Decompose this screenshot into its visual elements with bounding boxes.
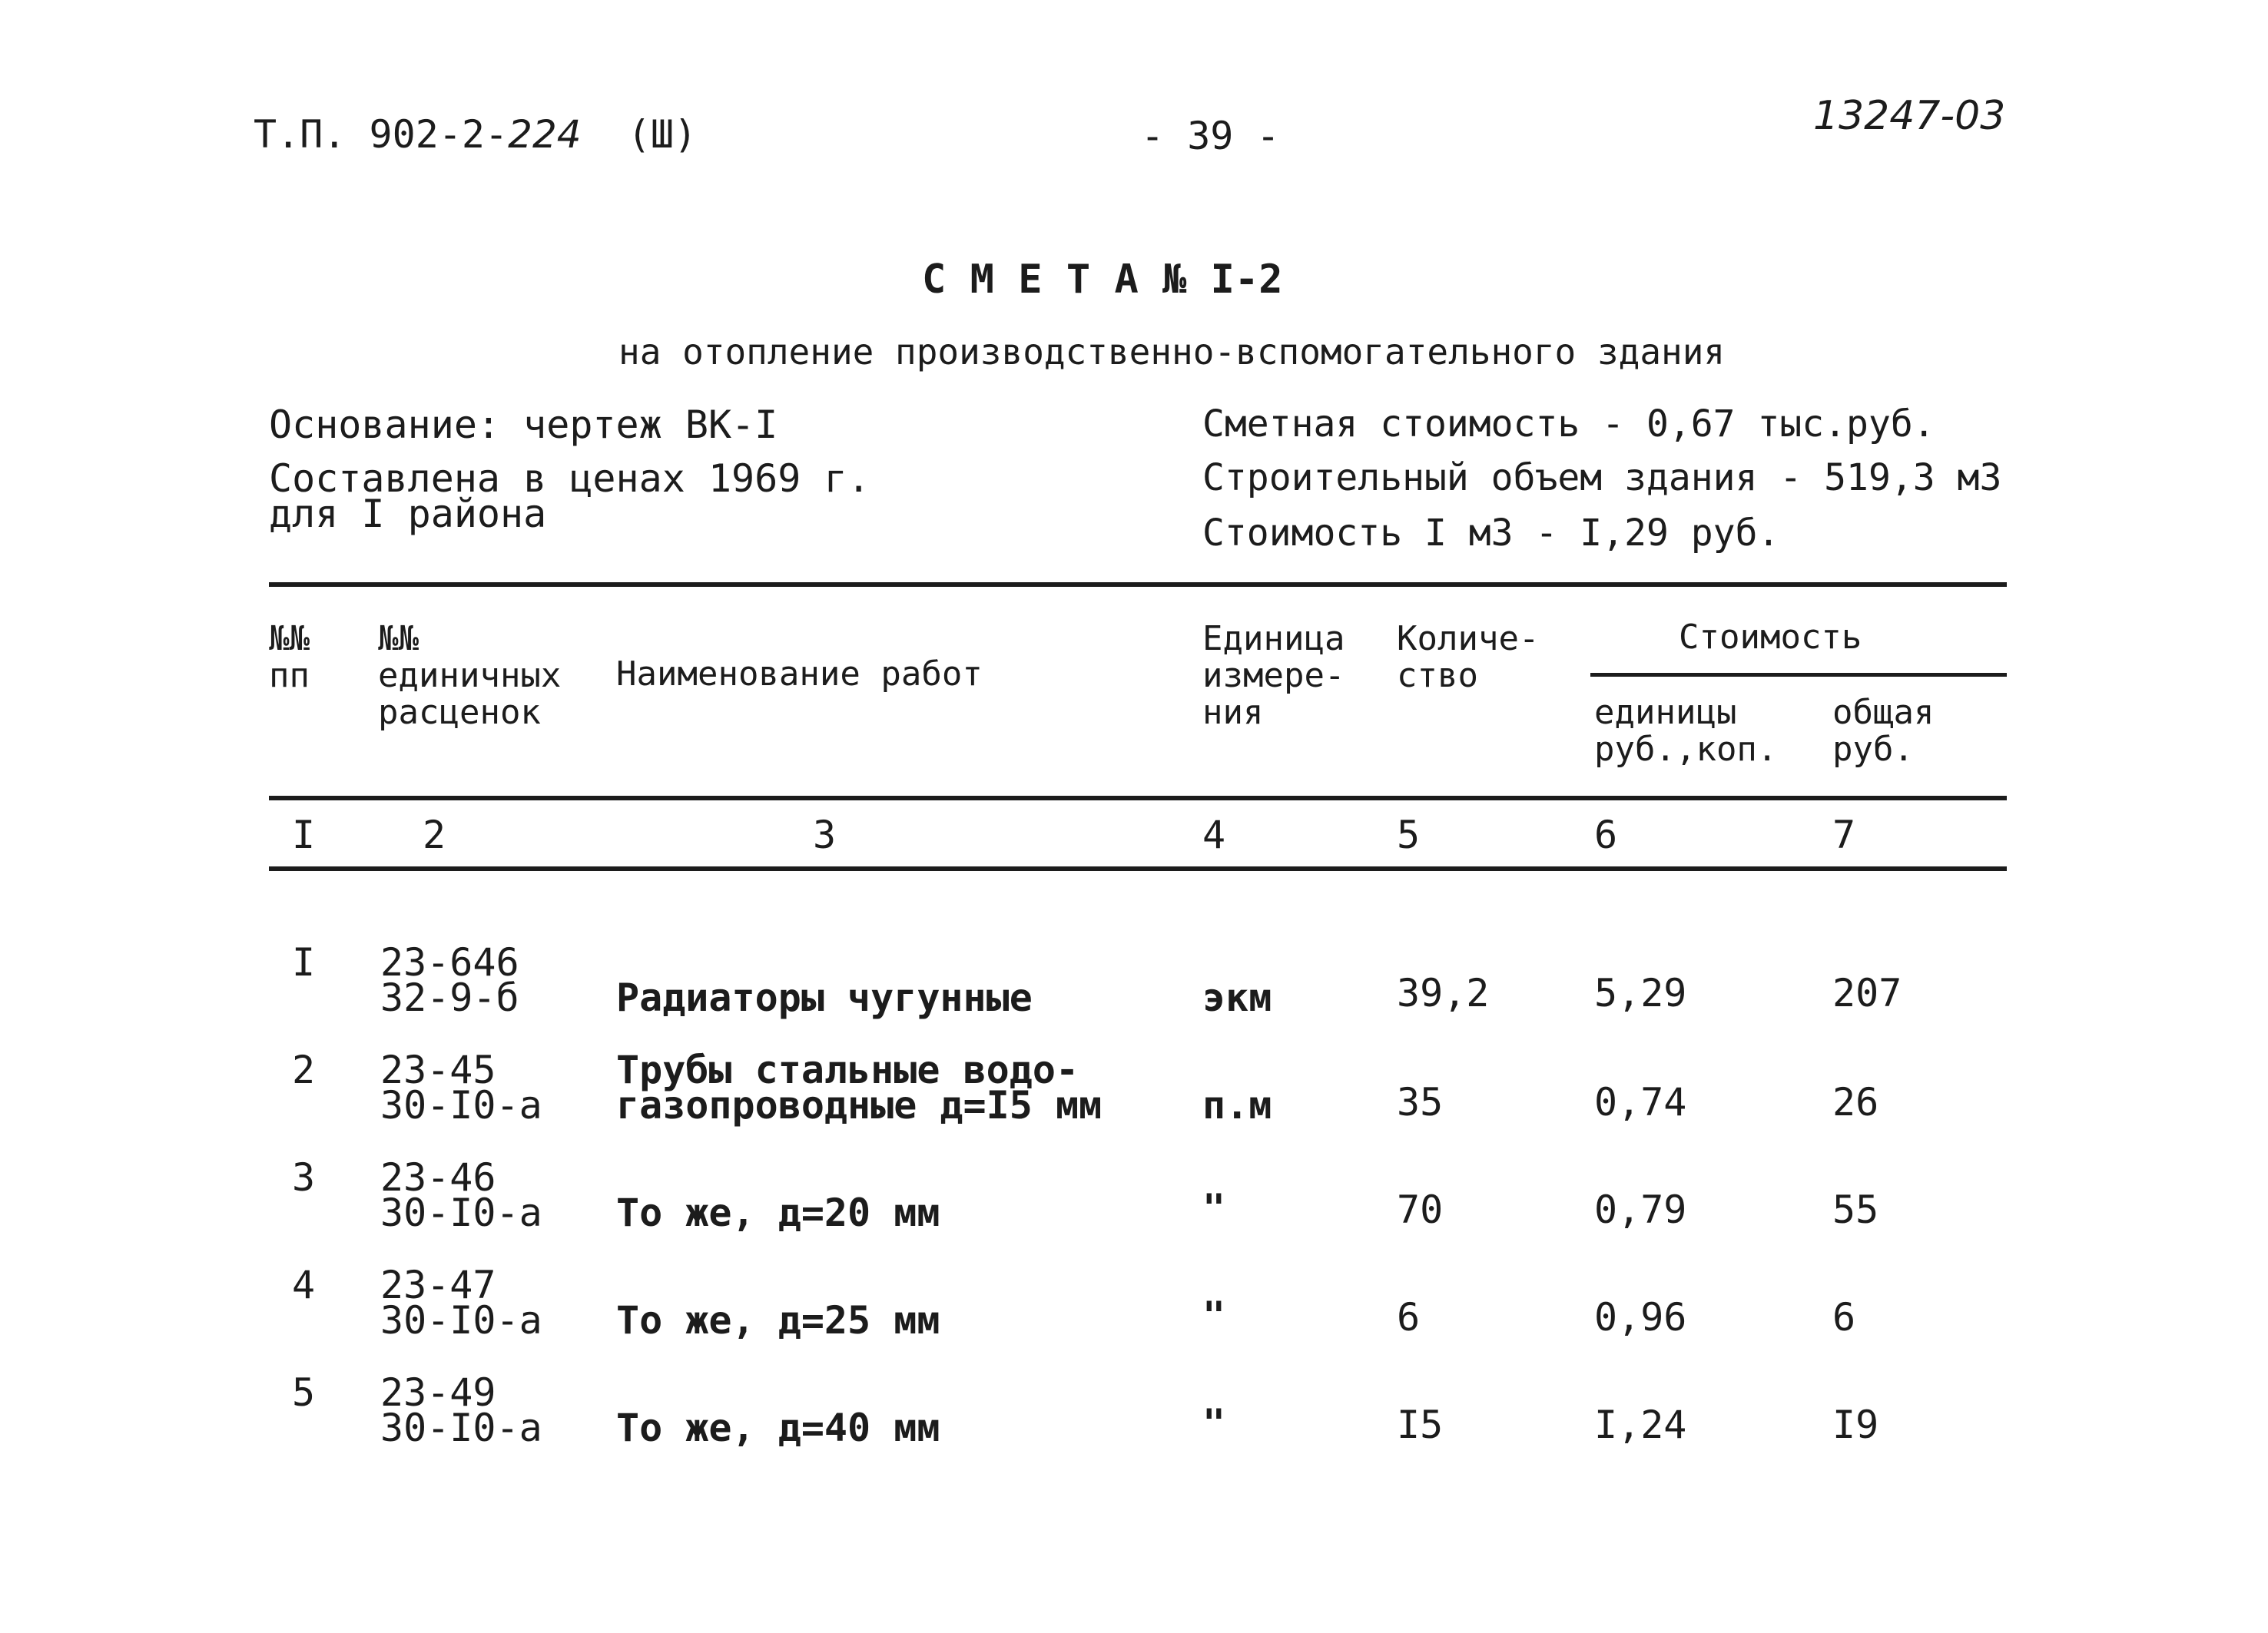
- basis-line: Основание: чертеж ВК-I: [269, 402, 778, 447]
- row-2-unit-cost: 0,74: [1594, 1080, 1687, 1125]
- header-cost-unit-line2: руб.,коп.: [1594, 730, 1778, 769]
- row-5-rate-1: 23-49: [380, 1370, 496, 1415]
- prices-line-1: Составлена в ценах 1969 г.: [269, 456, 870, 501]
- row-1-name-2: Радиаторы чугунные: [616, 975, 1033, 1020]
- row-3-total: 55: [1832, 1187, 1879, 1232]
- row-4-name-2: То же, д=25 мм: [616, 1298, 940, 1343]
- header-name: Наименование работ: [616, 654, 983, 694]
- row-5-rate-2: 30-I0-а: [380, 1406, 542, 1450]
- row-2-total: 26: [1832, 1080, 1879, 1125]
- cost-header-rule: [1590, 673, 2007, 677]
- row-2-name-1: Трубы стальные водо-: [616, 1048, 1079, 1092]
- row-3-num: 3: [292, 1155, 316, 1200]
- row-4-rate-1: 23-47: [380, 1263, 496, 1307]
- header-rates-line2: единичных: [378, 656, 562, 695]
- row-5-total: I9: [1832, 1403, 1879, 1447]
- header-rates: [378, 621, 561, 731]
- header-qty: [1397, 621, 1539, 694]
- row-5-qty: I5: [1397, 1403, 1444, 1447]
- row-1-rate-1: 23-646: [380, 940, 519, 985]
- column-number-6: 6: [1594, 813, 1618, 857]
- column-number-5: 5: [1397, 813, 1421, 857]
- row-3-name-2: То же, д=20 мм: [616, 1191, 940, 1235]
- row-2-rate-2: 30-I0-а: [380, 1083, 542, 1128]
- row-3-unit: ": [1202, 1186, 1226, 1231]
- row-3-rate-2: 30-I0-а: [380, 1191, 542, 1235]
- row-5-name-2: То же, д=40 мм: [616, 1406, 940, 1450]
- document-code-suffix: (Ш): [627, 112, 698, 157]
- header-num-line1: №№: [269, 619, 310, 658]
- row-1-unit-cost: 5,29: [1594, 971, 1687, 1015]
- row-2-rate-1: 23-45: [380, 1048, 496, 1092]
- row-3-qty: 70: [1397, 1187, 1444, 1232]
- document-code-handwritten: 224: [508, 112, 582, 157]
- row-1-total: 207: [1832, 971, 1902, 1015]
- prices-line-2: для I района: [269, 492, 547, 536]
- header-qty-line2: ство: [1397, 656, 1478, 695]
- row-2-name-2: газопроводные д=I5 мм: [616, 1083, 1102, 1128]
- row-4-qty: 6: [1397, 1295, 1421, 1340]
- row-1-num: I: [292, 940, 316, 985]
- document-code: [254, 112, 698, 157]
- header-unit-line1: Единица: [1202, 619, 1345, 658]
- header-unit-line3: ния: [1202, 693, 1264, 732]
- archive-number: 13247-03: [1813, 93, 2006, 139]
- estimate-subtitle: на отопление производственно-вспомогательного здания: [618, 331, 1726, 373]
- row-2-unit: п.м: [1202, 1083, 1272, 1128]
- row-4-unit: ": [1202, 1293, 1226, 1338]
- column-number-7: 7: [1832, 813, 1856, 857]
- header-num: [269, 621, 310, 694]
- cost-per-m3: Стоимость I м3 - I,29 руб.: [1202, 512, 1780, 555]
- row-1-qty: 39,2: [1397, 971, 1490, 1015]
- table-header-rule: [269, 796, 2007, 800]
- column-number-3: 3: [813, 813, 837, 857]
- header-rates-line3: расценок: [378, 693, 541, 732]
- building-volume: Строительный объем здания - 519,3 м3: [1202, 456, 2002, 499]
- estimate-title: С М Е Т А № I-2: [922, 257, 1283, 303]
- header-num-line2: пп: [269, 656, 310, 695]
- row-5-num: 5: [292, 1370, 316, 1415]
- header-cost-total-line1: общая: [1832, 693, 1935, 732]
- column-number-1: I: [292, 813, 316, 857]
- header-unit-line2: измере-: [1202, 656, 1345, 695]
- header-unit: [1202, 621, 1345, 731]
- header-cost-total: [1832, 694, 1934, 768]
- row-2-qty: 35: [1397, 1080, 1444, 1125]
- row-1-unit: экм: [1202, 975, 1272, 1020]
- column-numbers-rule: [269, 866, 2007, 871]
- document-code-prefix: Т.П. 902-2-: [254, 112, 509, 157]
- row-3-rate-1: 23-46: [380, 1155, 496, 1200]
- row-4-rate-2: 30-I0-а: [380, 1298, 542, 1343]
- row-1-rate-2: 32-9-б: [380, 975, 519, 1020]
- estimated-cost: Сметная стоимость - 0,67 тыс.руб.: [1202, 402, 1935, 446]
- row-4-total: 6: [1832, 1295, 1856, 1340]
- row-5-unit: ": [1202, 1401, 1226, 1446]
- header-qty-line1: Количе-: [1397, 619, 1540, 658]
- row-4-unit-cost: 0,96: [1594, 1295, 1687, 1340]
- page-number: - 39 -: [1141, 114, 1280, 158]
- table-top-rule: [269, 582, 2007, 587]
- row-2-num: 2: [292, 1048, 316, 1092]
- column-number-4: 4: [1202, 813, 1226, 857]
- header-cost-unit: [1594, 694, 1777, 768]
- header-rates-line1: №№: [378, 619, 419, 658]
- row-5-unit-cost: I,24: [1594, 1403, 1687, 1447]
- row-4-num: 4: [292, 1263, 316, 1307]
- row-3-unit-cost: 0,79: [1594, 1187, 1687, 1232]
- header-cost-unit-line1: единицы: [1594, 693, 1737, 732]
- header-cost-total-line2: руб.: [1832, 730, 1914, 769]
- header-cost: Стоимость: [1679, 618, 1862, 657]
- column-number-2: 2: [423, 813, 446, 857]
